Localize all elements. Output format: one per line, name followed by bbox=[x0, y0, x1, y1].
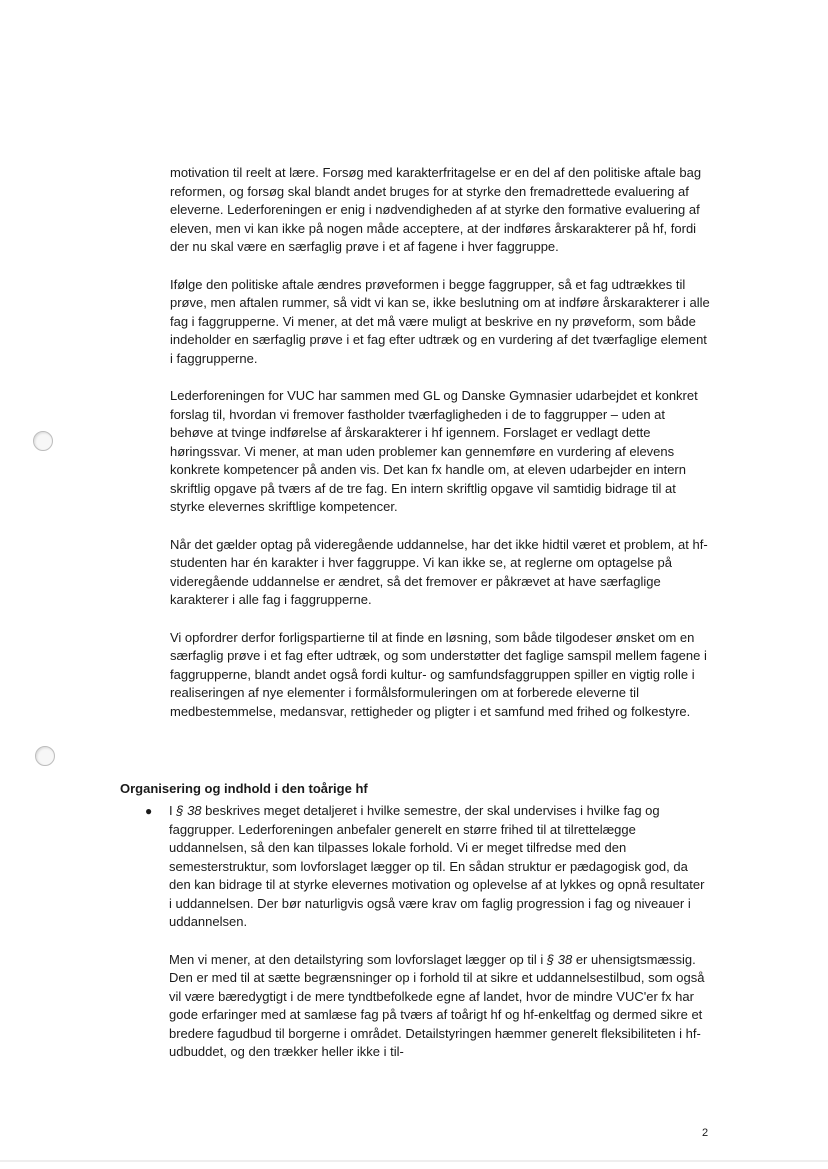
punch-hole-icon bbox=[33, 431, 53, 451]
list-paragraph bbox=[169, 802, 710, 932]
body-text bbox=[170, 164, 710, 721]
text-span: I bbox=[169, 803, 177, 818]
law-reference: § 38 bbox=[546, 951, 573, 967]
paragraph: Vi opfordrer derfor forligspartierne til at finde en løsning, som både tilgodeser ønsket om en særfaglig prøve i et fag efter udtræk, og som understøtter det faglige samspil mellem fagene i faggrupperne, blandt andet også fordi kultur- og samfundsfaggruppen spiller en vigtig rolle i realiseringen af nye elementer i formålsformuleringen om at forberede eleverne til medbestemmelse, medansvar, rettigheder og pligter i et samfund med frihed og folkestyre. bbox=[170, 629, 707, 719]
list-item-text bbox=[169, 802, 710, 1062]
paragraph: Lederforeningen for VUC har sammen med GL og Danske Gymnasier udarbejdet et konkret forslag til, hvordan vi fremover fastholder tværfagligheden i de to faggrupper – uden at behøve at tvinge indførelse af årskarakterer i hf igennem. Forslaget er vedlagt dette høringssvar. Vi mener, at man uden problemer kan gennemføre en vurdering af elevens konkrete kompetencer på anden vis. Det kan fx handle om, at eleven udarbejder en intern skriftlig opgave på tværs af de tre fag. En intern skriftlig opgave vil samtidig bidrage til at styrke elevernes skriftlige kompetencer. bbox=[170, 388, 698, 514]
section-heading: Organisering og indhold i den toårige hf bbox=[120, 781, 368, 796]
text-span: Men vi mener, at den detailstyring som lovforslaget lægger op til i bbox=[169, 951, 547, 967]
bullet-icon: ● bbox=[145, 804, 153, 818]
list-item bbox=[145, 802, 710, 1062]
text-span: er uhensigtsmæssig. Den er med til at sætte begrænsninger op i forhold til at sikre et uddannelsestilbud, som også vil være bæredygtigt i de mere tyndtbefolkede egne af landet, hvor de mindre VUC'er fx har gode erfaringer med at samlæse fag på tværs af toårigt hf og hf-enkeltfag og dermed sikre et bredere fagudbud til borgerne i området. Detailstyringen hæmmer generelt fleksibiliteten i hf-udbuddet, og den trækker heller ikke i til- bbox=[169, 951, 705, 1059]
paragraph: Når det gælder optag på videregående uddannelse, har det ikke hidtil været et problem, at hf-studenten har én karakter i hver faggruppe. Vi kan ikke se, at reglerne om optagelse på videregående uddannelse er ændret, så det fremover er påkrævet at have særfaglige karakterer i alle fag i faggrupperne. bbox=[170, 536, 708, 607]
paragraph: Ifølge den politiske aftale ændres prøveformen i begge faggrupper, så et fag udtrækkes til prøve, men aftalen rummer, så vidt vi kan se, ikke beslutning om at indføre årskarakterer i alle fag i faggrupperne. Vi mener, at det må være muligt at beskrive en ny prøveform, som både indeholder en særfaglig prøve i et fag efter udtræk og en vurdering af det tværfaglige element i faggrupperne. bbox=[170, 276, 710, 366]
page-divider bbox=[0, 1160, 828, 1162]
bullet-list bbox=[145, 802, 710, 1062]
page-number: 2 bbox=[702, 1127, 709, 1139]
law-reference: § 38 bbox=[176, 803, 202, 818]
list-paragraph bbox=[169, 951, 710, 1062]
paragraph: motivation til reelt at lære. Forsøg med karakterfritagelse er en del af den politiske aftale bag reformen, og forsøg skal blandt andet bruges for at styrke den fremadrettede evaluering af eleverne. Lederforeningen er enig i nødvendigheden af at styrke den formative evaluering af eleven, men vi kan ikke på nogen måde acceptere, at der indføres årskarakterer på hf, fordi der nu skal være en særfaglig prøve i et af fagene i hver faggruppe. bbox=[170, 165, 702, 254]
text-span: beskrives meget detaljeret i hvilke semestre, der skal undervises i hvilke fag og faggrupper. Lederforeningen anbefaler generelt en større frihed til at tilrettelægge uddannelsen, så den kan tilpasses lokale forhold. Vi er meget tilfredse med den semesterstruktur, som lovforslaget lægger op til. En sådan struktur er pædagogisk god, da den kan bidrage til at styrke elevernes motivation og oplevelse af at lykkes og opnå resultater i uddannelsen. Der bør naturligvis også være krav om faglig progression i fag og niveauer i uddannelsen. bbox=[169, 803, 705, 929]
punch-hole-icon bbox=[35, 746, 55, 766]
